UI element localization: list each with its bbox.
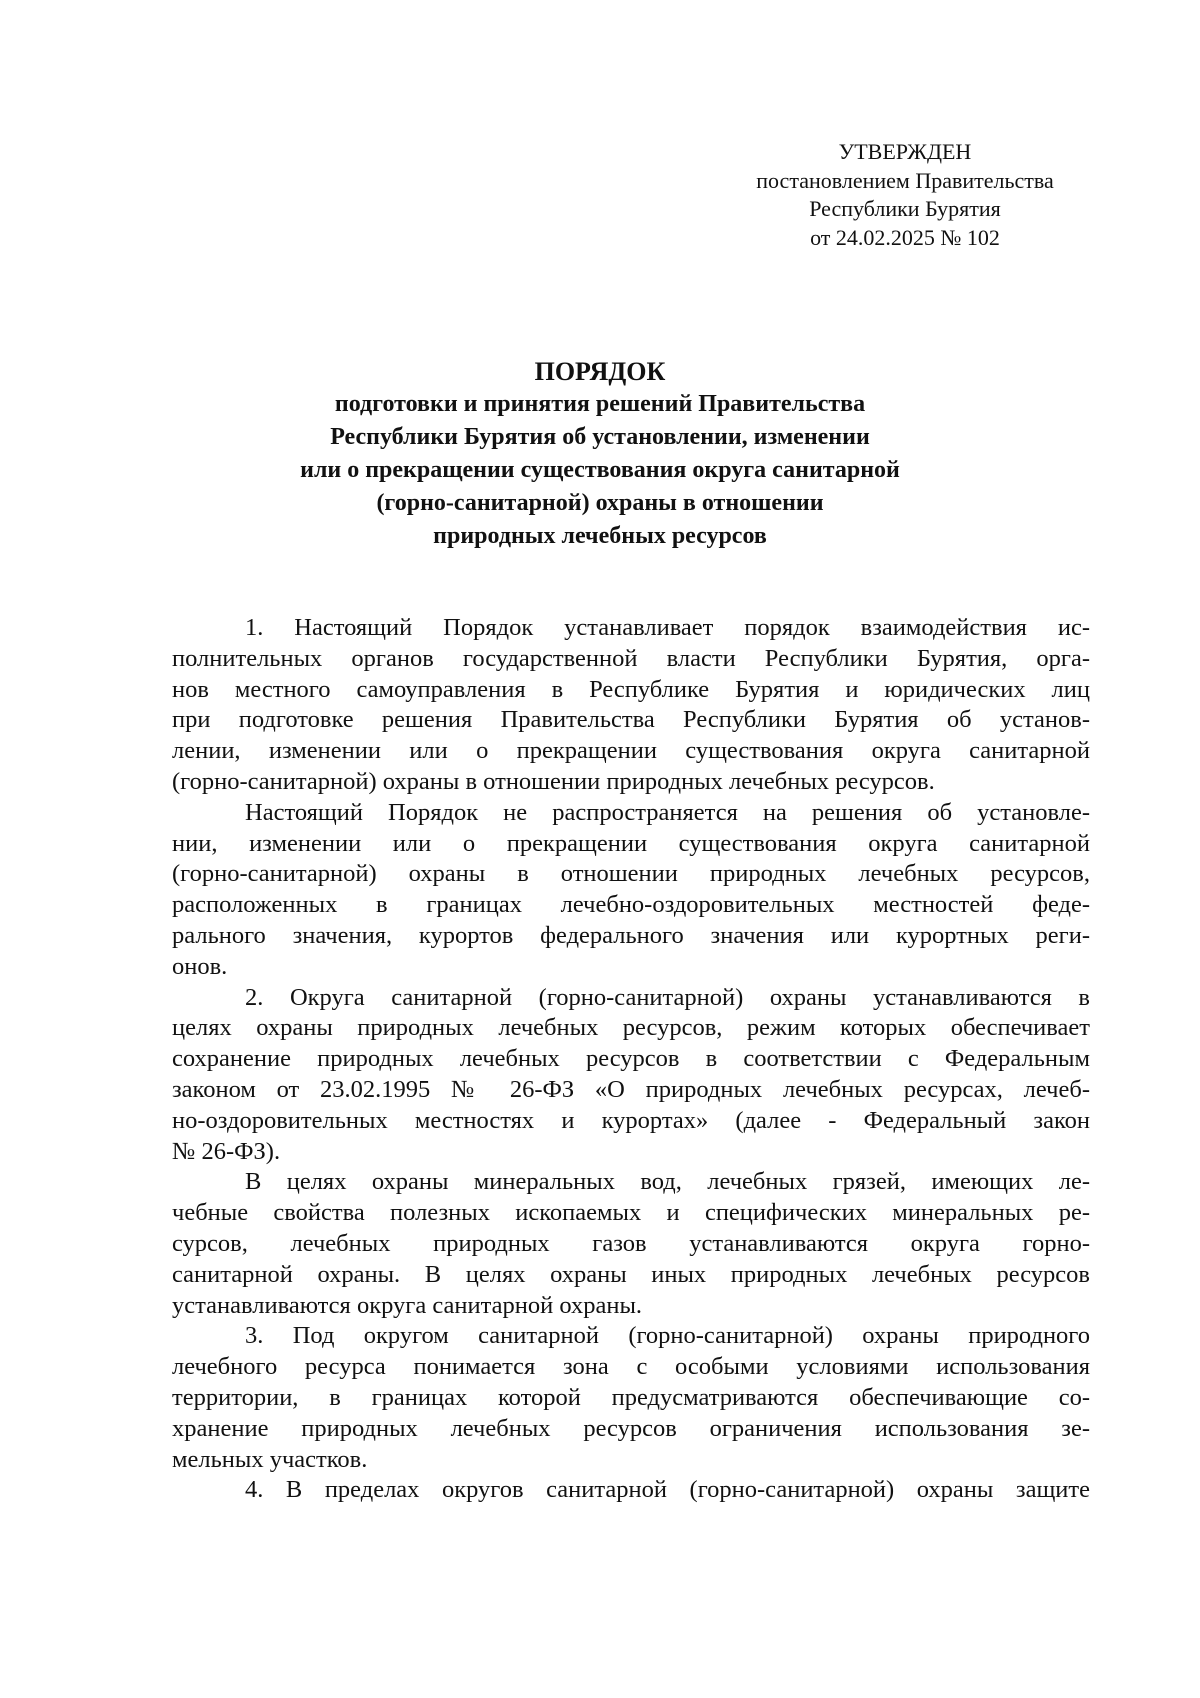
paragraph-1-note [172, 798, 1090, 983]
paragraph-1 [172, 613, 1090, 798]
title-line: Республики Бурятия об установлении, изменении [330, 424, 870, 450]
text-line: № 26-ФЗ). [172, 1137, 281, 1165]
paragraph-2 [172, 983, 1090, 1168]
text-line: чебные свойства полезных ископаемых и специфических минеральных ре- [172, 1199, 1090, 1227]
approval-stamp [720, 138, 1090, 252]
approval-heading: УТВЕРЖДЕН [838, 139, 972, 164]
text-line: (горно-санитарной) охраны в отношении природных лечебных ресурсов. [172, 767, 935, 795]
text-line: лении, изменении или о прекращении существования округа санитарной [172, 737, 1090, 765]
text-line: Настоящий Порядок не распространяется на решения об установле- [245, 798, 1090, 826]
text-line: сурсов, лечебных природных газов устанавливаются округа горно- [172, 1229, 1090, 1257]
text-line: при подготовке решения Правительства Республики Бурятия об установ- [172, 706, 1090, 734]
title-subtitle [150, 388, 1050, 553]
title-main: ПОРЯДОК [534, 357, 666, 386]
approval-line: постановлением Правительства [756, 167, 1054, 193]
text-line: законом от 23.02.1995 № 26-ФЗ «О природных лечебных ресурсах, лечеб- [172, 1075, 1090, 1103]
text-line: но-оздоровительных местностях и курортах» (далее - Федеральный закон [172, 1106, 1090, 1134]
document-body [172, 613, 1090, 1506]
document-title [150, 356, 1050, 553]
text-line: целях охраны природных лечебных ресурсов, режим которых обеспечивает [172, 1014, 1090, 1042]
title-line: природных лечебных ресурсов [433, 523, 767, 549]
text-line: 2. Округа санитарной (горно-санитарной) охраны устанавливаются в [245, 983, 1090, 1011]
text-line: мельных участков. [172, 1445, 368, 1473]
text-line: устанавливаются округа санитарной охраны. [172, 1291, 643, 1319]
text-line: 4. В пределах округов санитарной (горно-санитарной) охраны защите [245, 1476, 1090, 1504]
text-line: нов местного самоуправления в Республике Бурятия и юридических лиц [172, 675, 1090, 703]
text-line: территории, в границах которой предусматриваются обеспечивающие со- [172, 1383, 1090, 1411]
text-line: (горно-санитарной) охраны в отношении природных лечебных ресурсов, [172, 860, 1090, 888]
text-line: 3. Под округом санитарной (горно-санитарной) охраны природного [245, 1322, 1090, 1350]
title-line: или о прекращении существования округа санитарной [300, 457, 900, 483]
title-line: подготовки и принятия решений Правительства [334, 391, 866, 417]
title-line: (горно-санитарной) охраны в отношении [376, 490, 824, 516]
paragraph-4 [172, 1475, 1090, 1506]
paragraph-2-note [172, 1167, 1090, 1321]
text-line: В целях охраны минеральных вод, лечебных грязей, имеющих ле- [245, 1168, 1090, 1196]
text-line: санитарной охраны. В целях охраны иных природных лечебных ресурсов [172, 1260, 1090, 1288]
text-line: сохранение природных лечебных ресурсов в соответствии с Федеральным [172, 1045, 1090, 1073]
text-line: рального значения, курортов федерального значения или курортных реги- [172, 921, 1090, 949]
approval-date-number: от 24.02.2025 № 102 [810, 224, 1000, 250]
paragraph-3 [172, 1321, 1090, 1475]
text-line: онов. [172, 952, 228, 980]
text-line: нии, изменении или о прекращении существования округа санитарной [172, 829, 1090, 857]
text-line: хранение природных лечебных ресурсов ограничения использования зе- [172, 1414, 1090, 1442]
approval-line: Республики Бурятия [809, 196, 1001, 221]
text-line: полнительных органов государственной власти Республики Бурятия, орга- [172, 644, 1090, 672]
text-line: лечебного ресурса понимается зона с особыми условиями использования [172, 1353, 1090, 1381]
text-line: 1. Настоящий Порядок устанавливает порядок взаимодействия ис- [245, 614, 1090, 641]
text-line: расположенных в границах лечебно-оздоровительных местностей феде- [172, 891, 1090, 919]
